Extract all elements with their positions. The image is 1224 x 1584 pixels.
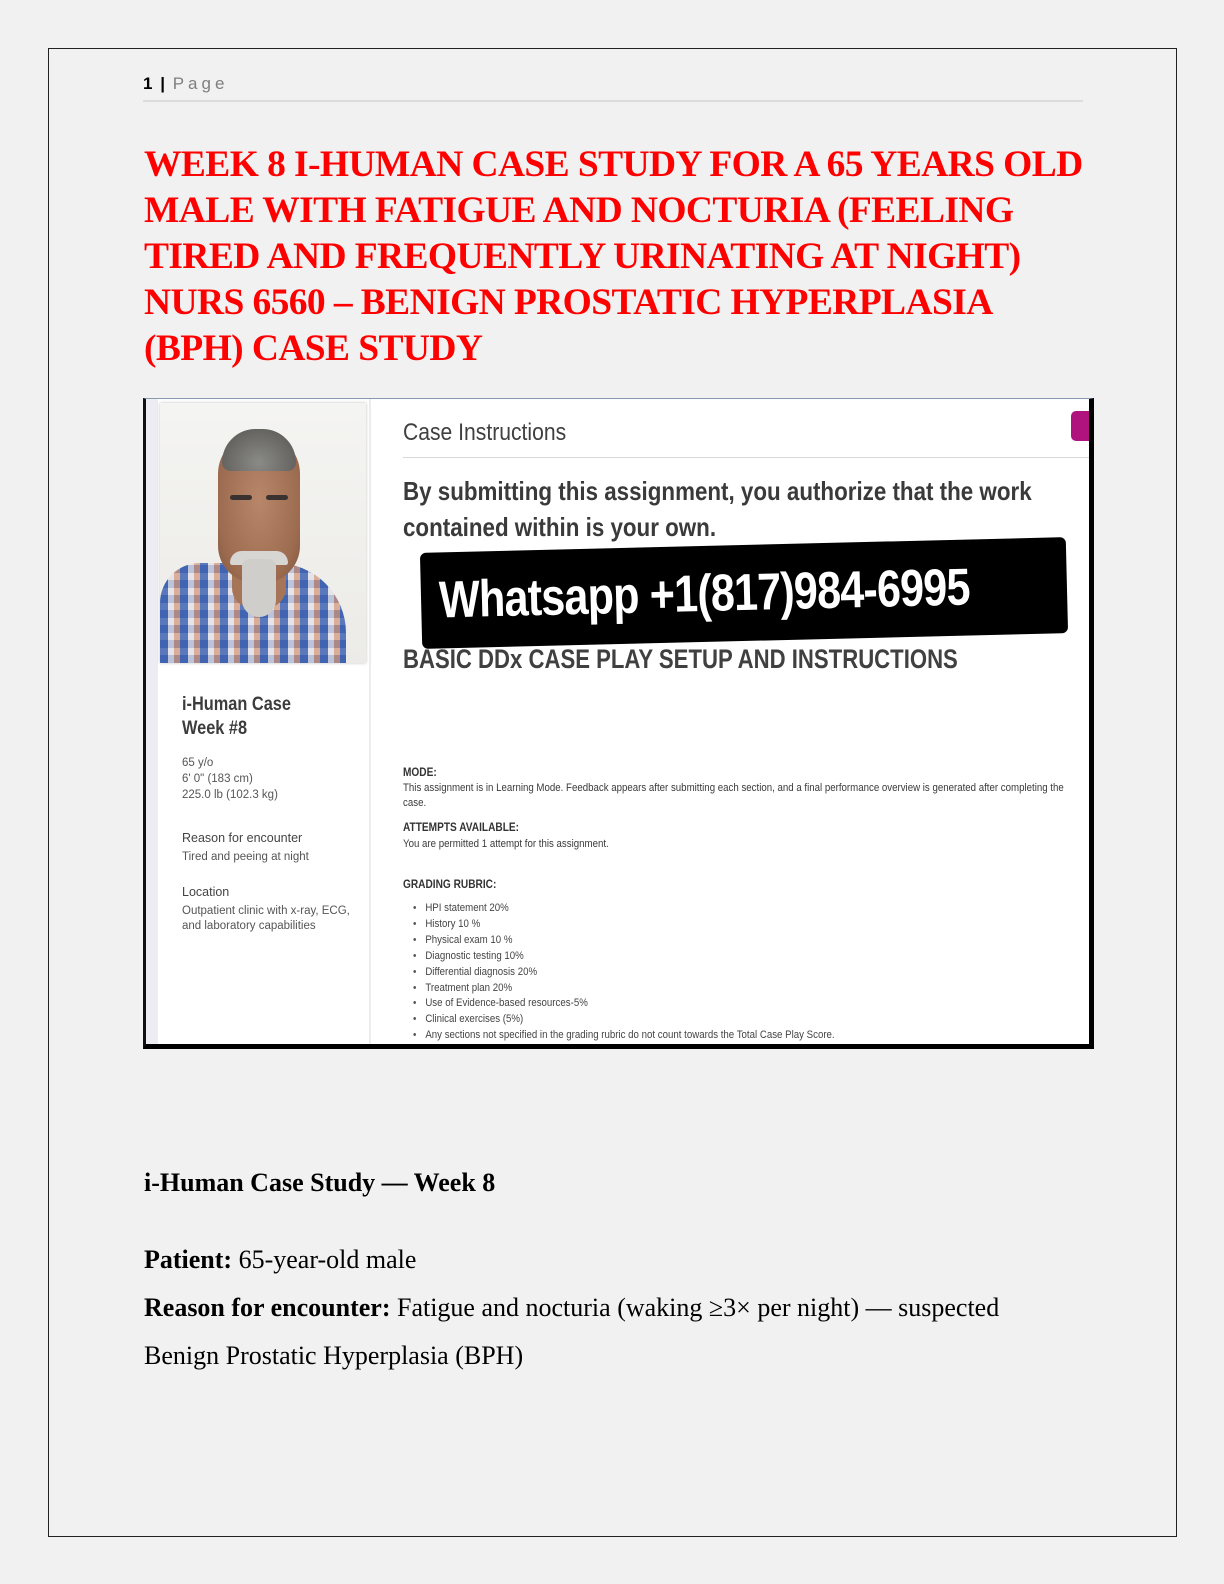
encounter-value: Fatigue and nocturia (waking ≥3× per night) — suspected Benign Prostatic Hyperplasia (BPH) bbox=[144, 1293, 1000, 1370]
rubric-item: • HPI statement 20% bbox=[413, 901, 835, 917]
rubric-item: • Any sections not specified in the grading rubric do not count towards the Total Case Play Score. bbox=[413, 1028, 835, 1044]
rubric-item: • Diagnostic testing 10% bbox=[413, 949, 835, 965]
page-header bbox=[143, 74, 1083, 102]
screenshot-left-bar bbox=[146, 399, 158, 1044]
rubric-item: • Clinical exercises (5%) bbox=[413, 1012, 835, 1028]
attempts-label: ATTEMPTS AVAILABLE: bbox=[403, 822, 519, 834]
document-title: WEEK 8 I-HUMAN CASE STUDY FOR A 65 YEARS OLD MALE WITH FATIGUE AND NOCTURIA (FEELING TIRED AND FREQUENTLY URINATING AT NIGHT) NURS 6560 – BENIGN PROSTATIC HYPERPLASIA (BPH) CASE STUDY bbox=[144, 144, 1083, 369]
case-name: i-Human Case Week #8 bbox=[182, 694, 291, 739]
rubric-item: • History 10 % bbox=[413, 917, 835, 933]
page-label: Page bbox=[172, 74, 229, 93]
authorization-text: By submitting this assignment, you authorize that the work contained within is your own. bbox=[403, 476, 1032, 542]
setup-heading: BASIC DDx CASE PLAY SETUP AND INSTRUCTIONS bbox=[403, 644, 958, 674]
attempts-text: You are permitted 1 attempt for this assignment. bbox=[403, 838, 609, 850]
patient-line bbox=[144, 1236, 1074, 1284]
patient-label: Patient: bbox=[144, 1245, 233, 1274]
patient-photo bbox=[160, 403, 366, 663]
menu-badge-button[interactable] bbox=[1071, 411, 1089, 441]
mode-text: This assignment is in Learning Mode. Feedback appears after submitting each section, and a final performance overview is generated after completing the case. bbox=[403, 782, 1064, 809]
mode-label: MODE: bbox=[403, 767, 437, 779]
patient-hair bbox=[222, 429, 296, 471]
patient-age: 65 y/o bbox=[182, 757, 214, 769]
rubric-item: • Use of Evidence-based resources-5% bbox=[413, 996, 835, 1012]
patient-beard bbox=[242, 559, 276, 617]
patient-brow-right bbox=[266, 495, 288, 500]
rubric-item: • Physical exam 10 % bbox=[413, 933, 835, 949]
rubric-item: • Treatment plan 20% bbox=[413, 981, 835, 997]
patient-vitals bbox=[182, 755, 278, 803]
location-label: Location bbox=[182, 885, 230, 899]
page-number: 1 bbox=[143, 74, 153, 93]
patient-brow-left bbox=[230, 495, 252, 500]
patient-weight: 225.0 lb (102.3 kg) bbox=[182, 789, 278, 801]
divider bbox=[403, 457, 1089, 458]
rubric-item: • Differential diagnosis 20% bbox=[413, 965, 835, 981]
case-instructions-panel bbox=[373, 399, 1089, 1044]
rubric-label: GRADING RUBRIC: bbox=[403, 879, 497, 891]
reason-label: Reason for encounter bbox=[182, 831, 303, 845]
reason-value: Tired and peeing at night bbox=[182, 851, 309, 863]
encounter-label: Reason for encounter: bbox=[144, 1293, 391, 1322]
instructions-title: Case Instructions bbox=[403, 419, 567, 446]
embedded-screenshot bbox=[143, 398, 1094, 1049]
reason-line bbox=[144, 1284, 1074, 1380]
location-value: Outpatient clinic with x-ray, ECG, and laboratory capabilities bbox=[182, 905, 350, 932]
case-sidebar bbox=[158, 399, 371, 1044]
watermark-text: Whatsapp +1(817)984-6995 bbox=[438, 558, 971, 630]
patient-height: 6' 0" (183 cm) bbox=[182, 773, 253, 785]
page-separator: | bbox=[160, 74, 165, 93]
rubric-list bbox=[413, 901, 892, 1044]
patient-value: 65-year-old male bbox=[238, 1245, 417, 1274]
watermark-banner bbox=[420, 537, 1068, 649]
section-heading: i-Human Case Study — Week 8 bbox=[144, 1168, 496, 1197]
